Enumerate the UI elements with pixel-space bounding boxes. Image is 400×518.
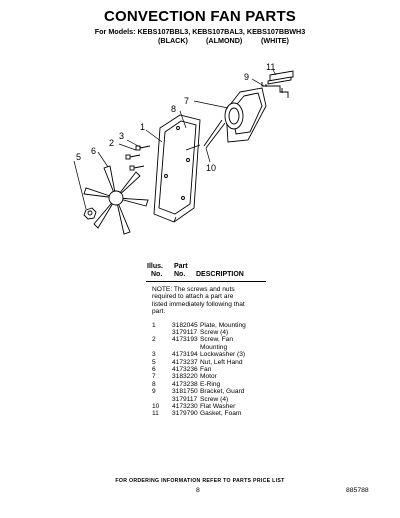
part-description: Screw, Fan <box>200 336 233 344</box>
color-black: (BLACK) <box>158 36 188 45</box>
table-row <box>146 351 326 358</box>
foam-gasket-drawing <box>268 71 293 84</box>
callout-7: 7 <box>184 96 190 106</box>
illus-no: 1 <box>152 321 156 329</box>
table-row <box>146 410 326 417</box>
illus-no: 3 <box>152 351 156 359</box>
color-almond: (ALMOND) <box>206 36 243 45</box>
model-list: For Models: KEBS107BBL3, KEBS107BAL3, KEBS107BBWH3 <box>94 27 306 36</box>
part-no: 4173238 <box>172 380 198 388</box>
nut-drawing <box>84 208 96 219</box>
callout-2: 2 <box>109 138 115 148</box>
part-no: 4173193 <box>172 336 198 344</box>
part-no: 3179790 <box>172 410 198 418</box>
page-number: 8 <box>196 487 200 494</box>
table-row <box>146 336 326 343</box>
part-description: Mounting <box>200 343 228 351</box>
part-no: 4173194 <box>172 351 198 359</box>
callout-1: 1 <box>140 122 146 132</box>
illus-no: 6 <box>152 365 156 373</box>
table-row <box>146 373 326 380</box>
header-description: DESCRIPTION <box>196 271 244 278</box>
screws-drawing <box>126 146 150 170</box>
header-illus-1: Illus. <box>147 263 163 270</box>
part-description: Lockwasher (3) <box>200 351 246 359</box>
illus-no: 8 <box>152 380 156 388</box>
callout-9: 9 <box>244 72 250 82</box>
illus-no: 2 <box>152 336 156 344</box>
header-part-2: No. <box>174 271 186 278</box>
document-number: 885788 <box>346 487 369 494</box>
part-description: Fan <box>200 365 212 373</box>
part-description: Motor <box>200 373 217 381</box>
part-description: Flat Washer <box>200 402 236 410</box>
header-part-1: Part <box>174 263 188 270</box>
part-description: Screw (4) <box>200 395 229 403</box>
fan-drawing <box>84 166 148 234</box>
parts-note: NOTE: The screws and nuts required to attach a part are listed immediately following that part. <box>152 286 245 316</box>
callout-10: 10 <box>206 163 217 173</box>
part-description: E-Ring <box>200 380 221 388</box>
table-row <box>146 396 326 403</box>
parts-list <box>146 263 326 418</box>
parts-list-header <box>146 263 326 279</box>
part-no: 3183220 <box>172 373 198 381</box>
part-no: 3182045 <box>172 321 198 329</box>
illus-no: 11 <box>152 410 159 418</box>
part-description: Nut, Left Hand <box>200 358 243 366</box>
illus-no: 10 <box>152 402 160 410</box>
callout-6: 6 <box>91 146 97 156</box>
callout-3: 3 <box>119 131 125 141</box>
table-row <box>146 403 326 410</box>
illus-no: 9 <box>152 388 156 396</box>
table-row <box>146 344 326 351</box>
part-no: 3181750 <box>172 388 198 396</box>
table-row <box>146 322 326 329</box>
part-description: Gasket, Foam <box>200 410 242 418</box>
part-no: 4173237 <box>172 358 198 366</box>
ordering-info: FOR ORDERING INFORMATION REFER TO PARTS PRICE LIST <box>115 478 285 484</box>
part-description: Plate, Mounting <box>200 321 246 329</box>
color-white: (WHITE) <box>261 36 289 45</box>
table-row <box>146 388 326 395</box>
part-no: 3179117 <box>172 329 198 337</box>
motor-drawing <box>204 88 266 148</box>
illus-no: 7 <box>152 373 156 381</box>
callout-11: 11 <box>266 62 276 72</box>
table-row <box>146 329 326 336</box>
header-illus-2: No. <box>151 271 163 278</box>
callout-8: 8 <box>171 104 177 114</box>
mounting-plate-drawing <box>154 115 200 222</box>
part-description: Bracket, Guard <box>200 388 245 396</box>
part-no: 4173236 <box>172 365 198 373</box>
part-no: 3179117 <box>172 395 198 403</box>
part-description: Screw (4) <box>200 329 229 337</box>
header-rule <box>146 281 266 282</box>
table-row <box>146 366 326 373</box>
guard-bracket-drawing <box>262 82 288 98</box>
exploded-parts-diagram <box>0 0 400 250</box>
table-row <box>146 381 326 388</box>
page-title: CONVECTION FAN PARTS <box>103 8 297 25</box>
illus-no: 5 <box>152 358 156 366</box>
part-no: 4173230 <box>172 402 198 410</box>
table-row <box>146 359 326 366</box>
parts-rows <box>146 322 326 418</box>
callout-5: 5 <box>76 152 82 162</box>
